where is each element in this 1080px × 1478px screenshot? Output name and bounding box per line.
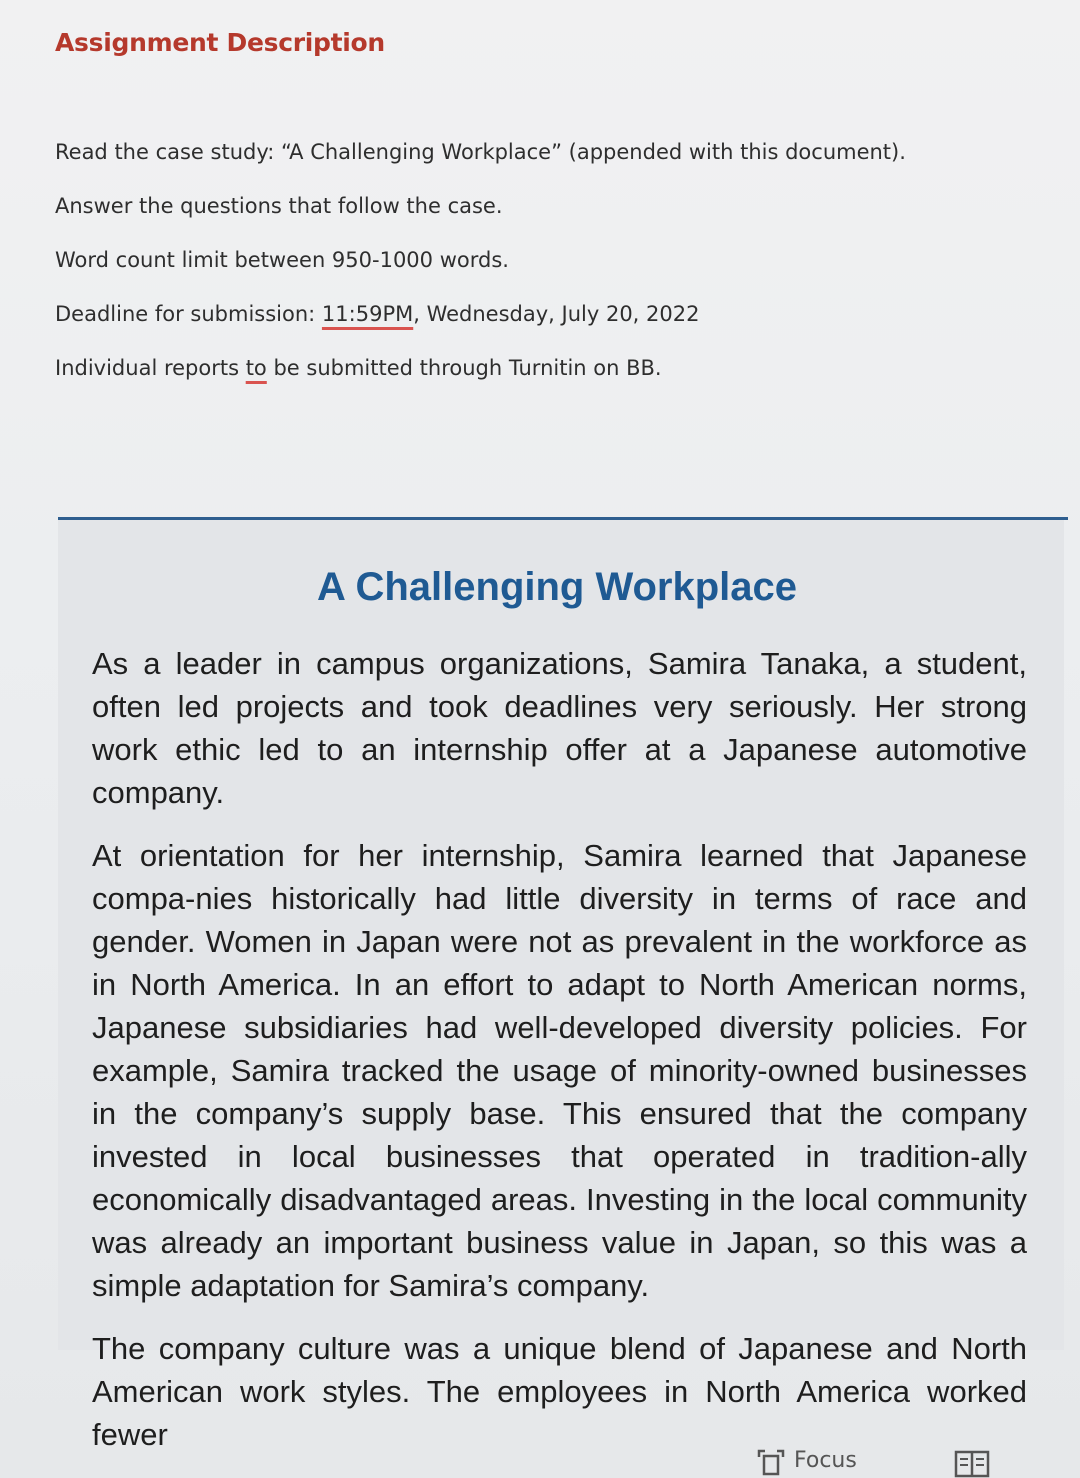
case-study-body bbox=[92, 642, 1027, 1476]
submission-text-start: Individual reports bbox=[55, 356, 246, 380]
instruction-line-deadline bbox=[55, 298, 955, 352]
submission-word-spellcheck[interactable]: to bbox=[245, 356, 267, 380]
instruction-line-submission bbox=[55, 352, 955, 406]
focus-label: Focus bbox=[794, 1448, 857, 1473]
instruction-text: Word count limit between 950-1000 words. bbox=[55, 248, 509, 272]
instruction-line-case-study bbox=[55, 136, 955, 190]
case-paragraph: The company culture was a unique blend of Japanese and North American work styles. The employees in North America worked fewer bbox=[92, 1331, 1027, 1452]
focus-icon bbox=[756, 1448, 786, 1478]
assignment-heading: Assignment Description bbox=[55, 28, 385, 57]
submission-text-end: be submitted through Turnitin on BB. bbox=[266, 356, 662, 380]
status-bar bbox=[0, 1440, 1080, 1478]
focus-button[interactable] bbox=[756, 1448, 857, 1478]
case-paragraph: As a leader in campus organizations, Samira Tanaka, a student, often led projects and took deadlines very seriously. Her strong work ethic led to an internship offer at a Japanese automotive company. bbox=[92, 646, 1027, 810]
instruction-line-word-count bbox=[55, 244, 955, 298]
read-mode-icon[interactable] bbox=[954, 1450, 990, 1478]
deadline-time-spellcheck[interactable]: 11:59PM bbox=[321, 302, 414, 326]
instructions-list bbox=[55, 136, 955, 406]
instruction-line-answer bbox=[55, 190, 955, 244]
deadline-label: Deadline for submission: bbox=[55, 302, 322, 326]
case-study-title: A Challenging Workplace bbox=[316, 565, 798, 609]
case-paragraph: At orientation for her internship, Samira learned that Japanese compa-nies historically had little diversity in terms of race and gender. Women in Japan were not as prevalent in the workforce as in North America. In an effort to adapt to North American norms, Japanese subsidiaries had well-developed diversity policies. For example, Samira tracked the usage of minority-owned businesses in the company’s supply base. This ensured that the company invested in local businesses that operated in tradition-ally economically disadvantaged areas. Investing in the local community was already an important business value in Japan, so this was a simple adaptation for Samira’s company. bbox=[92, 838, 1027, 1303]
instruction-text: Answer the questions that follow the case. bbox=[55, 194, 503, 218]
instruction-text: Read the case study: “A Challenging Workplace” (appended with this document). bbox=[55, 140, 906, 164]
deadline-date: , Wednesday, July 20, 2022 bbox=[413, 302, 700, 326]
